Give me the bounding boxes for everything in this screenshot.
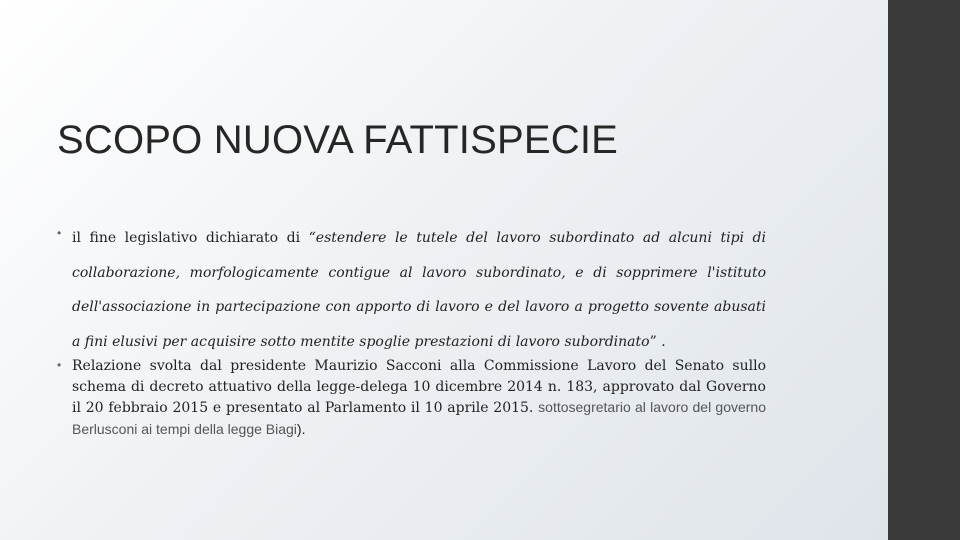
right-accent-bar [888,0,960,540]
bullet-1-quote: “estendere le tutele del lavoro subordinato ad alcuni tipi di collaborazione, morfologicamente contigue al lavoro subordinato, e di sopprimere l'istituto dell'associazione in partecipazione con apporto di lavoro e del lavoro a progetto sovente abusati a fini elusivi per acquisire sotto mentite spoglie prestazioni di lavoro subordinato [72,230,766,350]
bullet-text-1 [72,221,766,359]
bullet-marker-2: • [57,358,62,372]
bullet-1-close: ” . [649,333,666,350]
bullet-2-tail-end: ). [296,420,306,437]
bullet-2-tail: sottosegretario al lavoro del governo Berlusconi ai tempi della legge Biagi [72,399,767,437]
bullet-text-2 [72,356,766,440]
bullet-1-lead: il fine legislativo dichiarato di [72,230,309,246]
bullet-marker-1: • [57,226,62,240]
bullet-2-main: Relazione svolta dal presidente Maurizio Sacconi alla Commissione Lavoro del Senato sullo schema di decreto attuativo della legge-delega 10 dicembre 2014 n. 183, approvato dal Governo il 20 febbraio 2015 e presentato al Parlamento il 10 aprile 2015. [72,358,766,416]
slide-title: SCOPO NUOVA FATTISPECIE [57,118,619,162]
